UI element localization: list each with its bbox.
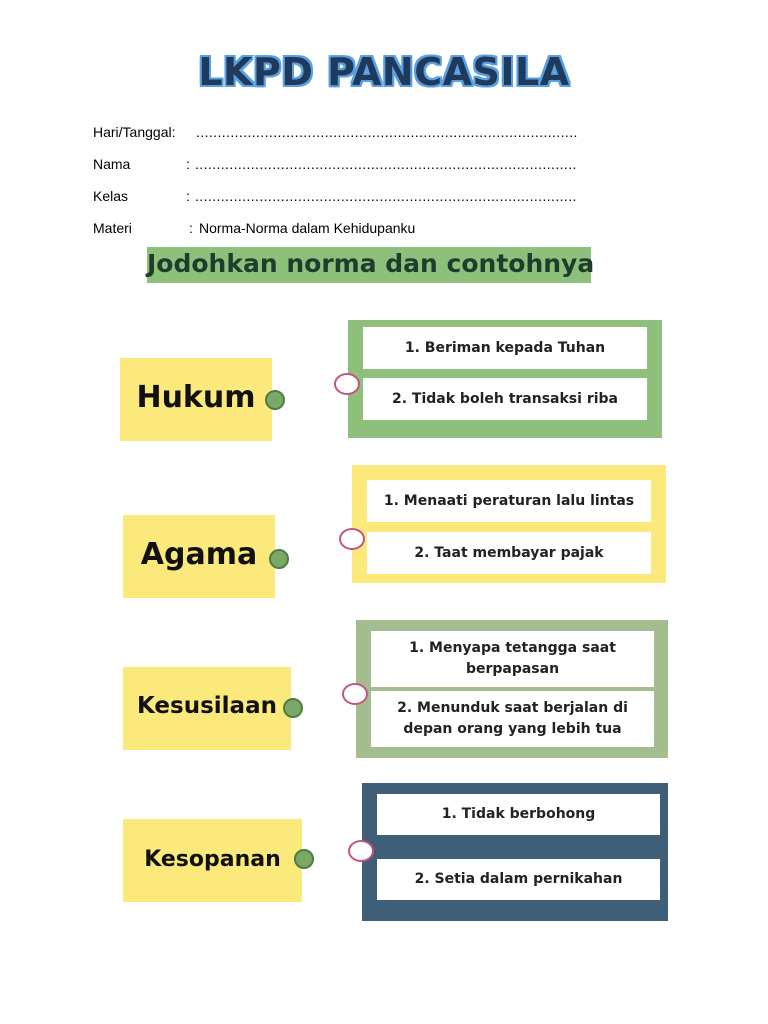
field-hari-tanggal-label: Hari/Tanggal: (93, 124, 176, 140)
norm-card-agama (123, 515, 275, 598)
field-nama-value: ......................................................................................... (195, 156, 577, 172)
match-ring-group-3[interactable] (342, 683, 368, 705)
example-group-2 (352, 465, 666, 583)
field-kelas-colon: : (186, 188, 190, 204)
field-hari-tanggal-value: ......................................................................................... (196, 124, 578, 140)
example-group-3 (356, 620, 668, 758)
field-kelas-label: Kelas (93, 188, 129, 204)
norm-label-agama: Agama (140, 537, 258, 572)
field-nama-label: Nama (93, 156, 131, 172)
example-item: 2. Tidak boleh transaksi riba (363, 378, 647, 420)
example-item: 1. Beriman kepada Tuhan (363, 327, 647, 369)
field-kelas-value: ......................................................................................... (195, 188, 577, 204)
instruction-text: Jodohkan norma dan contohnya (147, 249, 595, 278)
norm-card-kesopanan (123, 819, 302, 902)
match-dot-hukum[interactable] (265, 390, 285, 410)
match-ring-group-4[interactable] (348, 840, 374, 862)
field-nama-colon: : (186, 156, 190, 172)
match-dot-agama[interactable] (269, 549, 289, 569)
example-item: 1. Menaati peraturan lalu lintas (367, 480, 651, 522)
example-item: 1. Tidak berbohong (377, 794, 660, 835)
norm-label-kesopanan: Kesopanan (144, 847, 281, 872)
norm-label-hukum: Hukum (136, 380, 256, 415)
match-dot-kesusilaan[interactable] (283, 698, 303, 718)
field-materi-label: Materi (93, 220, 132, 236)
norm-label-kesusilaan: Kesusilaan (137, 693, 277, 719)
norm-card-kesusilaan (123, 667, 291, 750)
example-item: 1. Menyapa tetangga saat berpapasan (371, 631, 654, 687)
example-item: 2. Setia dalam pernikahan (377, 859, 660, 900)
example-group-1 (348, 320, 662, 438)
worksheet-title: LKPD PANCASILA (198, 50, 570, 94)
example-item: 2. Taat membayar pajak (367, 532, 651, 574)
match-dot-kesopanan[interactable] (294, 849, 314, 869)
example-group-4 (362, 783, 668, 921)
match-ring-group-1[interactable] (334, 373, 360, 395)
norm-card-hukum (120, 358, 272, 441)
field-materi-colon: : (189, 220, 193, 236)
instruction-banner (147, 247, 595, 283)
match-ring-group-2[interactable] (339, 528, 365, 550)
field-materi-value: Norma-Norma dalam Kehidupanku (199, 220, 416, 236)
example-item: 2. Menunduk saat berjalan di depan orang yang lebih tua (371, 691, 654, 747)
